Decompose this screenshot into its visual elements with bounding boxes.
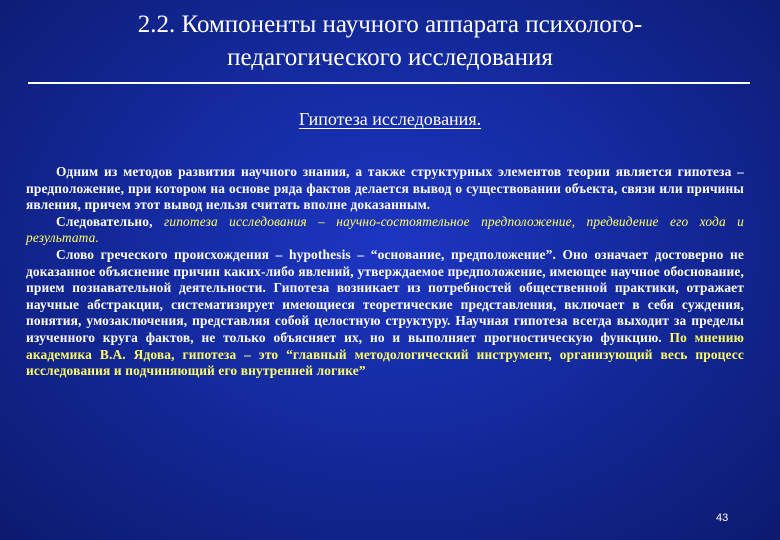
slide-title-line-1: 2.2. Компоненты научного аппарата психолого- [137,11,643,38]
yadov-quote: По мнению академика В.А. Ядова, гипотеза – это “главный методологический инструмент, организующий весь процесс исследования и подчиняющий его внутренней логике” [26,329,744,379]
page-number: 43 [716,512,729,524]
slide-title-line-2: педагогического исследования [227,44,553,71]
title-divider [28,82,750,84]
paragraph-2-lead: Следовательно, [56,213,164,229]
paragraph-1: Одним из методов развития научного знания, а также структурных элементов теории является гипотеза – предположение, при котором на основе ряда фактов делается вывод о существовании объекта, связи или причины явления, причем этот вывод нельзя считать вполне доказанным. [26,164,744,213]
paragraph-2 [26,214,744,247]
hypothesis-definition: гипотеза исследования – научно-состоятельное предположение, предвидение его хода и результата. [26,213,745,246]
paragraph-3 [26,247,744,380]
slide-subtitle [0,108,780,130]
paragraph-3-text: Слово греческого происхождения – hypothesis – “основание, предположение”. Оно означает достоверно не доказанное объяснение причин каких-либо явлений, утверждаемое предположение, имеющее научное обоснование, прием познавательной деятельности. Гипотеза возникает из потребностей общественной практики, отражает научные абстракции, систематизирует имеющиеся теоретические представления, включает в себя суждения, понятия, умозаключения, представляя собой целостную структуру. Научная гипотеза всегда выходит за пределы изученного круга фактов, не только объясняет их, но и выполняет прогностическую функцию. [26,246,744,345]
subtitle-text: Гипотеза исследования. [298,109,482,129]
slide-body [26,164,744,380]
slide-title [40,8,740,74]
